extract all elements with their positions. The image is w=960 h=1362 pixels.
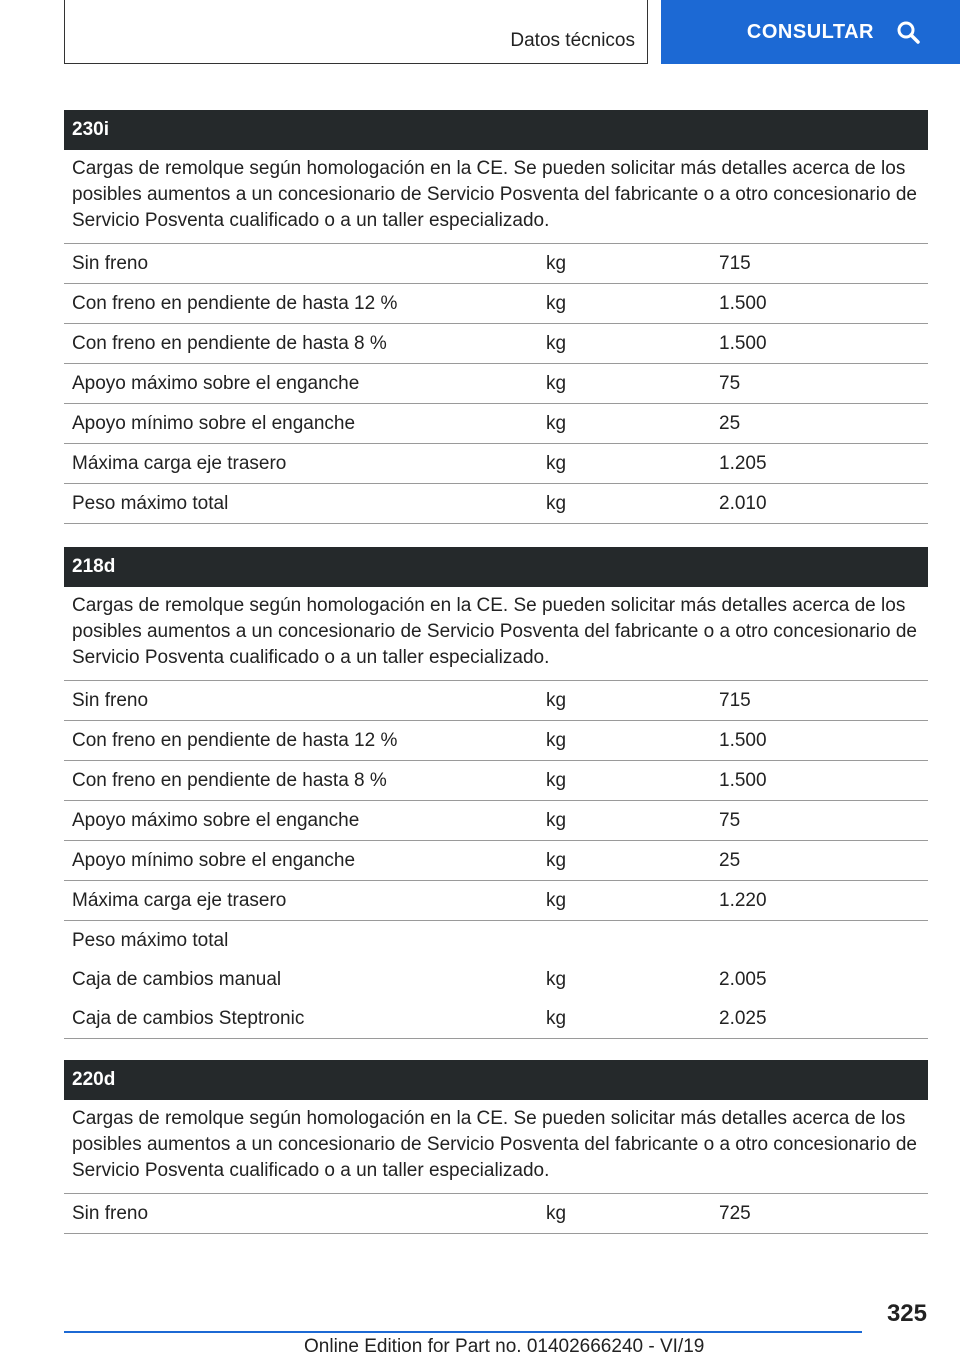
row-label: Peso máximo total — [72, 930, 229, 951]
row-value: 75 — [719, 810, 741, 831]
row-unit: kg — [546, 253, 567, 274]
row-unit: kg — [546, 890, 567, 911]
consult-button-label: CONSULTAR — [746, 20, 874, 43]
row-value: 1.500 — [719, 293, 767, 314]
consult-button[interactable] — [661, 0, 960, 64]
table-row — [64, 1194, 928, 1234]
table-row — [64, 921, 928, 960]
row-label: Apoyo mínimo sobre el enganche — [72, 413, 356, 434]
table-row — [64, 801, 928, 841]
row-unit: kg — [546, 1008, 567, 1029]
spec-section-230i — [64, 110, 928, 524]
row-unit: kg — [546, 850, 567, 871]
spec-section-218d — [64, 547, 928, 1039]
row-label: Con freno en pendiente de hasta 12 % — [72, 730, 398, 751]
section-description: Cargas de remolque según homologación en la CE. Se pueden solicitar más detalles acerca de los posibles aumentos a un concesionario de Servicio Posventa del fabricante o a otro concesionario de Servicio Posventa cualificado o a un taller especializado. — [64, 1100, 928, 1194]
row-unit: kg — [546, 493, 567, 514]
row-value: 1.500 — [719, 333, 767, 354]
row-value: 1.500 — [719, 730, 767, 751]
row-value: 715 — [719, 690, 751, 711]
row-value: 75 — [719, 373, 741, 394]
row-label: Sin freno — [72, 690, 149, 711]
table-row — [64, 761, 928, 801]
table-row — [64, 721, 928, 761]
page-section-title: Datos técnicos — [510, 30, 635, 51]
row-value: 2.005 — [719, 969, 767, 990]
row-unit: kg — [546, 969, 567, 990]
table-row — [64, 960, 928, 999]
row-label: Apoyo máximo sobre el enganche — [72, 373, 360, 394]
row-value: 2.010 — [719, 493, 767, 514]
table-row — [64, 404, 928, 444]
row-label: Caja de cambios Steptronic — [72, 1008, 305, 1029]
row-label: Apoyo máximo sobre el enganche — [72, 810, 360, 831]
row-label: Sin freno — [72, 253, 149, 274]
section-description: Cargas de remolque según homologación en la CE. Se pueden solicitar más detalles acerca de los posibles aumentos a un concesionario de Servicio Posventa del fabricante o a otro concesionario de Servicio Posventa cualificado o a un taller especializado. — [64, 150, 928, 244]
row-value: 25 — [719, 413, 741, 434]
table-row — [64, 284, 928, 324]
table-row — [64, 881, 928, 921]
row-label: Máxima carga eje trasero — [72, 890, 287, 911]
table-row — [64, 324, 928, 364]
search-icon — [896, 20, 920, 44]
row-value: 2.025 — [719, 1008, 767, 1029]
row-unit: kg — [546, 333, 567, 354]
footer-divider — [64, 1331, 862, 1333]
row-value: 715 — [719, 253, 751, 274]
row-value: 725 — [719, 1203, 751, 1224]
row-unit: kg — [546, 373, 567, 394]
page-number: 325 — [886, 1300, 927, 1327]
row-unit: kg — [546, 1203, 567, 1224]
row-value: 1.220 — [719, 890, 767, 911]
row-label: Apoyo mínimo sobre el enganche — [72, 850, 356, 871]
row-unit: kg — [546, 690, 567, 711]
row-unit: kg — [546, 453, 567, 474]
header-title-box — [64, 0, 648, 64]
section-title: 230i — [64, 110, 928, 150]
row-unit: kg — [546, 413, 567, 434]
row-unit: kg — [546, 293, 567, 314]
table-row — [64, 444, 928, 484]
table-row — [64, 681, 928, 721]
row-label: Caja de cambios manual — [72, 969, 282, 990]
table-row — [64, 841, 928, 881]
row-label: Sin freno — [72, 1203, 149, 1224]
row-unit: kg — [546, 730, 567, 751]
row-label: Con freno en pendiente de hasta 8 % — [72, 770, 387, 791]
section-title: 218d — [64, 547, 928, 587]
row-value: 1.500 — [719, 770, 767, 791]
row-unit: kg — [546, 810, 567, 831]
row-label: Peso máximo total — [72, 493, 229, 514]
spec-section-220d — [64, 1060, 928, 1234]
row-value: 1.205 — [719, 453, 767, 474]
table-row — [64, 244, 928, 284]
row-label: Con freno en pendiente de hasta 12 % — [72, 293, 398, 314]
edition-text: Online Edition for Part no. 01402666240 - VI/19 — [304, 1336, 705, 1357]
row-label: Con freno en pendiente de hasta 8 % — [72, 333, 387, 354]
row-value: 25 — [719, 850, 741, 871]
row-unit: kg — [546, 770, 567, 791]
section-description: Cargas de remolque según homologación en la CE. Se pueden solicitar más detalles acerca de los posibles aumentos a un concesionario de Servicio Posventa del fabricante o a otro concesionario de Servicio Posventa cualificado o a un taller especializado. — [64, 587, 928, 681]
table-row — [64, 364, 928, 404]
section-title: 220d — [64, 1060, 928, 1100]
row-label: Máxima carga eje trasero — [72, 453, 287, 474]
table-row — [64, 999, 928, 1039]
table-row — [64, 484, 928, 524]
